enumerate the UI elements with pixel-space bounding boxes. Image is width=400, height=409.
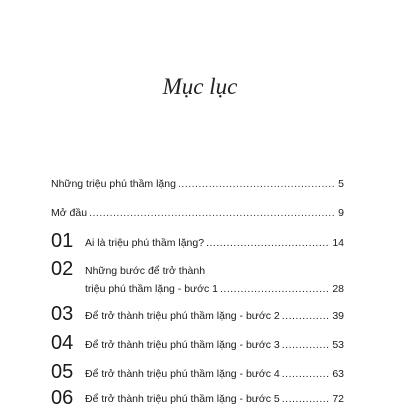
toc-entry[interactable] (51, 206, 344, 220)
toc-entry-label: Những bước để trở thành (85, 265, 206, 277)
toc-page-number: 63 (332, 368, 344, 380)
toc-entry-label: Mở đầu (51, 207, 88, 219)
dot-leader (178, 177, 336, 191)
dot-leader (282, 309, 331, 323)
page-title: Mục lục (162, 74, 238, 99)
toc-entry-label: Để trở thành triệu phú thầm lặng - bước 5 (85, 393, 280, 405)
toc-entry-label: Những triệu phú thầm lặng (51, 178, 176, 190)
toc-page-number: 14 (332, 237, 344, 249)
dot-leader (206, 236, 330, 250)
toc-chapter-entry[interactable] (85, 264, 344, 296)
chapter-number: 03 (51, 303, 74, 325)
chapter-number: 05 (51, 361, 74, 383)
dot-leader (282, 367, 331, 381)
toc-entry-label: Để trở thành triệu phú thầm lặng - bước 4 (85, 368, 280, 380)
toc-entry-label: Để trở thành triệu phú thầm lặng - bước 3 (85, 339, 280, 351)
dot-leader (282, 392, 331, 406)
toc-page-number: 53 (332, 339, 344, 351)
toc-entry-label: Để trở thành triệu phú thầm lặng - bước 2 (85, 310, 280, 322)
chapter-number: 02 (51, 258, 74, 280)
toc-chapter-entry[interactable] (85, 309, 344, 323)
toc-page-number: 72 (332, 393, 344, 405)
toc-entry-label: Ai là triệu phú thầm lặng? (85, 237, 205, 249)
chapter-number: 01 (51, 230, 74, 252)
dot-leader (220, 282, 330, 296)
toc-chapter-entry[interactable] (85, 392, 344, 406)
toc-page-number: 9 (338, 207, 344, 219)
dot-leader (89, 206, 336, 220)
toc-page-number: 28 (332, 283, 344, 295)
chapter-number: 04 (51, 332, 74, 354)
chapter-number: 06 (51, 387, 74, 409)
toc-page-number: 39 (332, 310, 344, 322)
toc-page-number: 5 (338, 178, 344, 190)
dot-leader (282, 338, 331, 352)
toc-chapter-entry[interactable] (85, 338, 344, 352)
toc-entry[interactable] (51, 177, 344, 191)
toc-chapter-entry[interactable] (85, 367, 344, 381)
toc-entry-label-line2: triệu phú thầm lặng - bước 1 (85, 283, 218, 295)
toc-chapter-entry[interactable] (85, 236, 344, 250)
